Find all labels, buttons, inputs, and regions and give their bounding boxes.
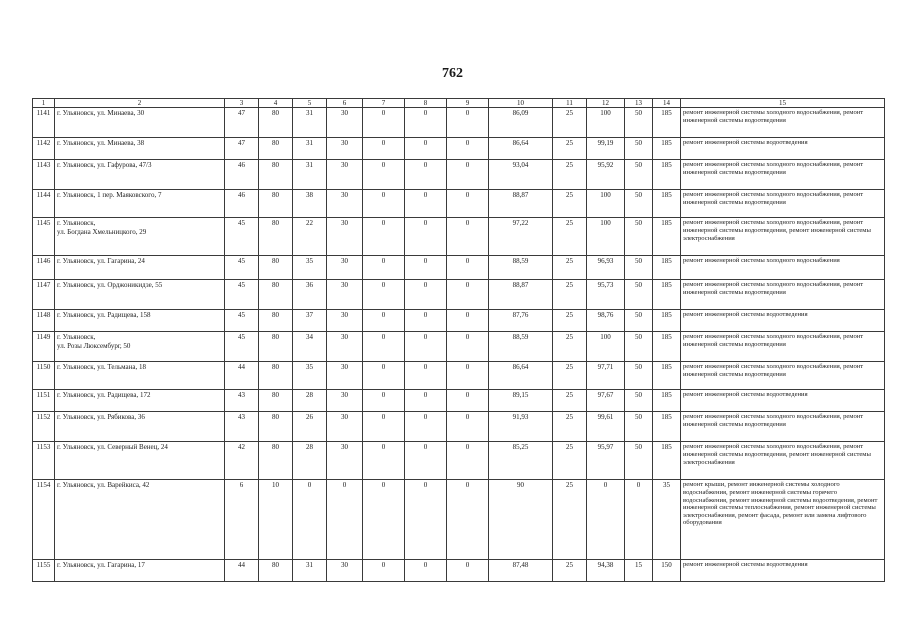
value-cell: 0 (405, 310, 447, 332)
value-cell: 80 (259, 160, 293, 190)
table-body (33, 108, 885, 582)
value-cell: 30 (327, 280, 363, 310)
value-cell: 80 (259, 310, 293, 332)
address-cell: г. Ульяновск, ул. Тельмана, 18 (55, 362, 225, 390)
value-cell: 80 (259, 138, 293, 160)
table-row (33, 480, 885, 560)
works-cell: ремонт инженерной системы водоотведения (681, 560, 885, 582)
column-header: 12 (587, 99, 625, 108)
value-cell: 0 (447, 362, 489, 390)
value-cell: 88,87 (489, 280, 553, 310)
address-cell: г. Ульяновск, ул. Радищева, 172 (55, 390, 225, 412)
row-id: 1153 (33, 442, 55, 480)
value-cell: 0 (363, 218, 405, 256)
value-cell: 35 (293, 362, 327, 390)
value-cell: 30 (327, 362, 363, 390)
row-id: 1148 (33, 310, 55, 332)
value-cell: 185 (653, 390, 681, 412)
value-cell: 100 (587, 218, 625, 256)
column-header: 1 (33, 99, 55, 108)
value-cell: 0 (405, 160, 447, 190)
value-cell: 88,59 (489, 332, 553, 362)
value-cell: 0 (625, 480, 653, 560)
column-header: 8 (405, 99, 447, 108)
address-cell: г. Ульяновск, ул. Гагарина, 24 (55, 256, 225, 280)
column-number-row (33, 99, 885, 108)
value-cell: 80 (259, 108, 293, 138)
value-cell: 80 (259, 332, 293, 362)
value-cell: 44 (225, 362, 259, 390)
address-cell: г. Ульяновск, ул. Орджоникидзе, 55 (55, 280, 225, 310)
buildings-table (32, 98, 885, 582)
value-cell: 96,93 (587, 256, 625, 280)
value-cell: 22 (293, 218, 327, 256)
value-cell: 50 (625, 412, 653, 442)
column-header: 11 (553, 99, 587, 108)
value-cell: 35 (653, 480, 681, 560)
value-cell: 0 (405, 190, 447, 218)
value-cell: 25 (553, 218, 587, 256)
value-cell: 0 (363, 310, 405, 332)
value-cell: 80 (259, 412, 293, 442)
value-cell: 185 (653, 108, 681, 138)
value-cell: 95,92 (587, 160, 625, 190)
value-cell: 80 (259, 280, 293, 310)
value-cell: 47 (225, 108, 259, 138)
value-cell: 0 (405, 560, 447, 582)
address-cell: г. Ульяновск, ул. Рябикова, 36 (55, 412, 225, 442)
value-cell: 185 (653, 160, 681, 190)
value-cell: 25 (553, 108, 587, 138)
value-cell: 185 (653, 362, 681, 390)
value-cell: 31 (293, 160, 327, 190)
value-cell: 45 (225, 332, 259, 362)
value-cell: 15 (625, 560, 653, 582)
value-cell: 45 (225, 310, 259, 332)
value-cell: 34 (293, 332, 327, 362)
value-cell: 10 (259, 480, 293, 560)
value-cell: 38 (293, 190, 327, 218)
value-cell: 0 (447, 332, 489, 362)
value-cell: 88,87 (489, 190, 553, 218)
value-cell: 0 (327, 480, 363, 560)
value-cell: 80 (259, 560, 293, 582)
value-cell: 30 (327, 390, 363, 412)
value-cell: 31 (293, 108, 327, 138)
value-cell: 45 (225, 256, 259, 280)
value-cell: 150 (653, 560, 681, 582)
value-cell: 0 (363, 560, 405, 582)
value-cell: 28 (293, 442, 327, 480)
value-cell: 30 (327, 256, 363, 280)
column-header: 10 (489, 99, 553, 108)
value-cell: 30 (327, 310, 363, 332)
value-cell: 0 (293, 480, 327, 560)
value-cell: 0 (405, 108, 447, 138)
value-cell: 50 (625, 310, 653, 332)
value-cell: 0 (405, 362, 447, 390)
value-cell: 44 (225, 560, 259, 582)
column-header: 4 (259, 99, 293, 108)
value-cell: 30 (327, 560, 363, 582)
value-cell: 50 (625, 332, 653, 362)
value-cell: 42 (225, 442, 259, 480)
value-cell: 25 (553, 138, 587, 160)
value-cell: 30 (327, 218, 363, 256)
value-cell: 0 (363, 190, 405, 218)
row-id: 1146 (33, 256, 55, 280)
value-cell: 30 (327, 332, 363, 362)
value-cell: 0 (447, 412, 489, 442)
value-cell: 47 (225, 138, 259, 160)
row-id: 1147 (33, 280, 55, 310)
value-cell: 0 (405, 256, 447, 280)
works-cell: ремонт инженерной системы холодного водоснабжения, ремонт инженерной системы водоотведения (681, 280, 885, 310)
value-cell: 87,48 (489, 560, 553, 582)
address-cell: г. Ульяновск, ул. Розы Люксембург, 50 (55, 332, 225, 362)
works-cell: ремонт инженерной системы водоотведения (681, 138, 885, 160)
value-cell: 95,73 (587, 280, 625, 310)
value-cell: 185 (653, 190, 681, 218)
value-cell: 45 (225, 218, 259, 256)
works-cell: ремонт инженерной системы водоотведения (681, 390, 885, 412)
value-cell: 0 (363, 280, 405, 310)
value-cell: 0 (447, 442, 489, 480)
value-cell: 185 (653, 280, 681, 310)
table-row (33, 310, 885, 332)
row-id: 1152 (33, 412, 55, 442)
value-cell: 185 (653, 412, 681, 442)
value-cell: 0 (363, 160, 405, 190)
value-cell: 50 (625, 442, 653, 480)
value-cell: 37 (293, 310, 327, 332)
value-cell: 50 (625, 218, 653, 256)
value-cell: 0 (447, 560, 489, 582)
row-id: 1144 (33, 190, 55, 218)
value-cell: 80 (259, 362, 293, 390)
column-header: 6 (327, 99, 363, 108)
table-row (33, 138, 885, 160)
value-cell: 43 (225, 390, 259, 412)
value-cell: 0 (447, 108, 489, 138)
value-cell: 0 (447, 310, 489, 332)
column-header: 5 (293, 99, 327, 108)
table-row (33, 362, 885, 390)
works-cell: ремонт инженерной системы холодного водоснабжения, ремонт инженерной системы водоотведения, ремонт инженерной системы электроснабжения (681, 442, 885, 480)
value-cell: 80 (259, 256, 293, 280)
row-id: 1150 (33, 362, 55, 390)
table-row (33, 280, 885, 310)
value-cell: 0 (587, 480, 625, 560)
value-cell: 43 (225, 412, 259, 442)
value-cell: 0 (447, 190, 489, 218)
row-id: 1142 (33, 138, 55, 160)
value-cell: 97,71 (587, 362, 625, 390)
value-cell: 25 (553, 560, 587, 582)
address-cell: г. Ульяновск, ул. Минаева, 38 (55, 138, 225, 160)
value-cell: 50 (625, 256, 653, 280)
table-row (33, 160, 885, 190)
value-cell: 50 (625, 160, 653, 190)
row-id: 1141 (33, 108, 55, 138)
value-cell: 25 (553, 390, 587, 412)
value-cell: 25 (553, 160, 587, 190)
value-cell: 31 (293, 138, 327, 160)
value-cell: 0 (405, 480, 447, 560)
value-cell: 25 (553, 280, 587, 310)
value-cell: 50 (625, 138, 653, 160)
value-cell: 99,61 (587, 412, 625, 442)
value-cell: 50 (625, 362, 653, 390)
value-cell: 0 (363, 362, 405, 390)
value-cell: 95,97 (587, 442, 625, 480)
table-row (33, 412, 885, 442)
value-cell: 185 (653, 138, 681, 160)
value-cell: 88,59 (489, 256, 553, 280)
value-cell: 80 (259, 190, 293, 218)
value-cell: 0 (405, 218, 447, 256)
value-cell: 100 (587, 190, 625, 218)
address-cell: г. Ульяновск, ул. Гагарина, 17 (55, 560, 225, 582)
value-cell: 35 (293, 256, 327, 280)
works-cell: ремонт инженерной системы холодного водоснабжения (681, 256, 885, 280)
value-cell: 50 (625, 280, 653, 310)
table-row (33, 256, 885, 280)
value-cell: 80 (259, 390, 293, 412)
value-cell: 0 (363, 390, 405, 412)
value-cell: 94,38 (587, 560, 625, 582)
value-cell: 0 (447, 256, 489, 280)
works-cell: ремонт инженерной системы водоотведения (681, 310, 885, 332)
works-cell: ремонт инженерной системы холодного водоснабжения, ремонт инженерной системы водоотведения (681, 362, 885, 390)
value-cell: 0 (447, 160, 489, 190)
value-cell: 50 (625, 108, 653, 138)
value-cell: 86,64 (489, 362, 553, 390)
value-cell: 25 (553, 256, 587, 280)
row-id: 1149 (33, 332, 55, 362)
value-cell: 90 (489, 480, 553, 560)
value-cell: 30 (327, 412, 363, 442)
column-header: 9 (447, 99, 489, 108)
table-row (33, 332, 885, 362)
page-number: 762 (442, 66, 463, 81)
value-cell: 30 (327, 190, 363, 218)
address-cell: г. Ульяновск, ул. Варейкиса, 42 (55, 480, 225, 560)
works-cell: ремонт инженерной системы холодного водоснабжения, ремонт инженерной системы водоотведения, ремонт инженерной системы электроснабжения (681, 218, 885, 256)
value-cell: 25 (553, 442, 587, 480)
value-cell: 25 (553, 362, 587, 390)
value-cell: 0 (405, 412, 447, 442)
value-cell: 0 (405, 138, 447, 160)
value-cell: 0 (363, 138, 405, 160)
table-row (33, 218, 885, 256)
works-cell: ремонт крыши, ремонт инженерной системы холодного водоснабжения, ремонт инженерной системы горячего водоснабжения, ремонт инженерной системы водоотведения, ремонт инженерной системы теплоснабжения, ремонт инженерной системы электроснабжения, ремонт фасада, ремонт или замена лифтового оборудования (681, 480, 885, 560)
row-id: 1143 (33, 160, 55, 190)
column-header: 13 (625, 99, 653, 108)
column-header: 2 (55, 99, 225, 108)
column-header: 14 (653, 99, 681, 108)
address-cell: г. Ульяновск, ул. Богдана Хмельницкого, 29 (55, 218, 225, 256)
address-cell: г. Ульяновск, ул. Гафурова, 47/3 (55, 160, 225, 190)
value-cell: 25 (553, 480, 587, 560)
table-row (33, 108, 885, 138)
table-row (33, 190, 885, 218)
value-cell: 45 (225, 280, 259, 310)
value-cell: 0 (363, 256, 405, 280)
value-cell: 86,64 (489, 138, 553, 160)
value-cell: 100 (587, 332, 625, 362)
value-cell: 185 (653, 310, 681, 332)
value-cell: 185 (653, 256, 681, 280)
value-cell: 30 (327, 108, 363, 138)
value-cell: 25 (553, 310, 587, 332)
value-cell: 0 (405, 442, 447, 480)
value-cell: 25 (553, 412, 587, 442)
value-cell: 0 (447, 280, 489, 310)
value-cell: 36 (293, 280, 327, 310)
value-cell: 30 (327, 160, 363, 190)
value-cell: 26 (293, 412, 327, 442)
value-cell: 0 (363, 412, 405, 442)
address-cell: г. Ульяновск, ул. Северный Венец, 24 (55, 442, 225, 480)
value-cell: 185 (653, 332, 681, 362)
value-cell: 0 (447, 218, 489, 256)
value-cell: 30 (327, 138, 363, 160)
works-cell: ремонт инженерной системы холодного водоснабжения, ремонт инженерной системы водоотведения (681, 108, 885, 138)
value-cell: 80 (259, 442, 293, 480)
value-cell: 50 (625, 390, 653, 412)
value-cell: 97,67 (587, 390, 625, 412)
value-cell: 185 (653, 218, 681, 256)
value-cell: 0 (363, 108, 405, 138)
value-cell: 25 (553, 332, 587, 362)
value-cell: 0 (405, 390, 447, 412)
value-cell: 99,19 (587, 138, 625, 160)
value-cell: 46 (225, 190, 259, 218)
value-cell: 0 (363, 480, 405, 560)
column-header: 7 (363, 99, 405, 108)
works-cell: ремонт инженерной системы холодного водоснабжения, ремонт инженерной системы водоотведения (681, 190, 885, 218)
value-cell: 25 (553, 190, 587, 218)
value-cell: 46 (225, 160, 259, 190)
address-cell: г. Ульяновск, ул. Радищева, 158 (55, 310, 225, 332)
works-cell: ремонт инженерной системы холодного водоснабжения, ремонт инженерной системы водоотведения (681, 412, 885, 442)
value-cell: 0 (363, 332, 405, 362)
address-cell: г. Ульяновск, 1 пер. Маяковского, 7 (55, 190, 225, 218)
row-id: 1155 (33, 560, 55, 582)
value-cell: 80 (259, 218, 293, 256)
table-row (33, 442, 885, 480)
column-header: 3 (225, 99, 259, 108)
value-cell: 93,04 (489, 160, 553, 190)
table-row (33, 390, 885, 412)
row-id: 1154 (33, 480, 55, 560)
value-cell: 89,15 (489, 390, 553, 412)
row-id: 1151 (33, 390, 55, 412)
value-cell: 91,93 (489, 412, 553, 442)
value-cell: 97,22 (489, 218, 553, 256)
works-cell: ремонт инженерной системы холодного водоснабжения, ремонт инженерной системы водоотведения (681, 160, 885, 190)
value-cell: 0 (405, 332, 447, 362)
value-cell: 85,25 (489, 442, 553, 480)
value-cell: 0 (447, 480, 489, 560)
value-cell: 98,76 (587, 310, 625, 332)
value-cell: 87,76 (489, 310, 553, 332)
table-row (33, 560, 885, 582)
value-cell: 30 (327, 442, 363, 480)
value-cell: 28 (293, 390, 327, 412)
value-cell: 86,09 (489, 108, 553, 138)
value-cell: 185 (653, 442, 681, 480)
value-cell: 6 (225, 480, 259, 560)
value-cell: 0 (447, 138, 489, 160)
column-header: 15 (681, 99, 885, 108)
works-cell: ремонт инженерной системы холодного водоснабжения, ремонт инженерной системы водоотведения (681, 332, 885, 362)
value-cell: 0 (447, 390, 489, 412)
row-id: 1145 (33, 218, 55, 256)
address-cell: г. Ульяновск, ул. Минаева, 30 (55, 108, 225, 138)
value-cell: 50 (625, 190, 653, 218)
value-cell: 100 (587, 108, 625, 138)
value-cell: 0 (405, 280, 447, 310)
value-cell: 0 (363, 442, 405, 480)
value-cell: 31 (293, 560, 327, 582)
